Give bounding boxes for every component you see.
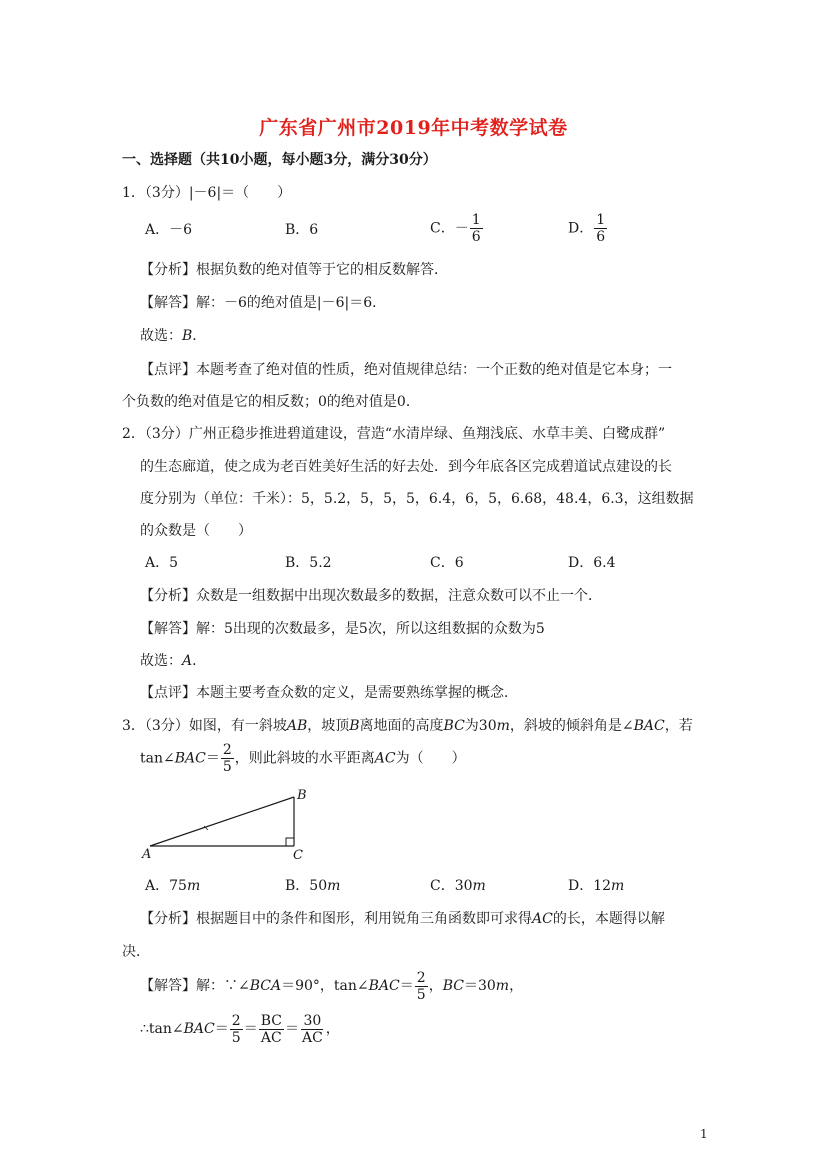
math-var: BAC: [183, 1021, 215, 1037]
fraction-denominator: 5: [416, 986, 426, 1003]
q3-option-a: [145, 876, 200, 896]
fraction-numerator: 2: [416, 969, 426, 986]
option-text: A．75: [145, 878, 187, 894]
q2-stem-line-2: 的生态廊道，使之成为老百姓美好生活的好去处．到今年底各区完成碧道试点建设的长: [140, 459, 672, 475]
unit: m: [327, 878, 341, 894]
text: ＝: [214, 1021, 229, 1037]
text: ，: [428, 978, 443, 994]
text: ，: [509, 978, 524, 994]
text: ＝: [243, 1021, 258, 1037]
fraction-denominator: AC: [301, 1029, 323, 1046]
slope-triangle-figure: [138, 785, 318, 865]
fraction-numerator: 30: [303, 1012, 322, 1029]
fraction-numerator: BC: [260, 1012, 282, 1029]
fraction-numerator: 2: [222, 742, 232, 758]
unit: m: [186, 878, 201, 894]
q1-analysis: 【分析】根据负数的绝对值等于它的相反数解答．: [140, 262, 448, 278]
q2-stem-line-4: 的众数是（ ）: [140, 523, 252, 539]
text: ，坡顶: [307, 718, 350, 734]
math-var: BAC: [633, 718, 665, 734]
q3-analysis-line-2: 决．: [122, 944, 150, 960]
fraction-denominator: 6: [596, 229, 606, 245]
math-var: AB: [286, 718, 308, 734]
right-angle-mark: [286, 838, 294, 846]
text: ∴tan∠: [140, 1021, 184, 1037]
q2-answer: 【解答】解：5出现的次数最多，是5次，所以这组数据的众数为5: [140, 621, 545, 637]
text: 离地面的高度: [359, 718, 444, 734]
q2-analysis: 【分析】众数是一组数据中出现次数最多的数据，注意众数可以不止一个．: [140, 588, 602, 604]
q2-stem-line-1: 2．（3分）广州正稳步推进碧道建设，营造“水清岸绿、鱼翔浅底、水草丰美、白鹭成群”: [122, 426, 666, 442]
text: ，若: [664, 718, 693, 734]
q3-stem-line-2: [140, 742, 466, 775]
q1-option-a: A．－6: [145, 222, 193, 238]
q2-option-a: A．5: [145, 555, 179, 571]
q2-comment: 【点评】本题主要考查众数的定义，是需要熟练掌握的概念．: [140, 685, 518, 701]
fraction-denominator: 5: [231, 1029, 241, 1046]
choice-label: 故选：: [140, 653, 182, 669]
text: tan∠: [140, 750, 175, 767]
unit: m: [472, 878, 486, 894]
option-text: B．50: [285, 878, 328, 894]
text: ＝: [399, 978, 414, 994]
math-var: BAC: [368, 978, 400, 994]
math-var: B: [349, 718, 360, 734]
vertex-b-label: B: [297, 788, 307, 803]
choice-value: A: [182, 653, 193, 669]
q1-choice: [140, 326, 206, 346]
q3-option-c: [430, 876, 486, 896]
fraction: [221, 742, 234, 775]
q1-comment-line-1: 【点评】本题考查了绝对值的性质，绝对值规律总结：一个正数的绝对值是它本身；一: [140, 362, 672, 378]
choice-label: 故选：: [140, 328, 182, 344]
vertex-a-label: A: [142, 847, 152, 862]
q3-therefore: [140, 1012, 340, 1046]
math-var: BC: [442, 978, 464, 994]
choice-value: B: [182, 328, 193, 344]
fraction-numerator: 2: [231, 1012, 241, 1029]
q1-answer: 【解答】解：－6的绝对值是|－6|＝6．: [140, 295, 387, 311]
math-var: BCA: [249, 978, 282, 994]
q1-stem: 1．（3分）|－6|＝（ ）: [122, 185, 292, 201]
text: ＝90°，tan∠: [281, 978, 369, 994]
fraction-numerator: 1: [596, 212, 606, 228]
text: ，斜坡的倾斜角是∠: [509, 718, 634, 734]
text: ＝: [205, 750, 220, 767]
vertex-c-label: C: [293, 848, 303, 863]
math-var: m: [495, 978, 510, 994]
text: ＝30: [463, 978, 496, 994]
q2-choice: [140, 651, 206, 671]
choice-end: ．: [192, 328, 207, 344]
q2-option-b: B．5.2: [285, 555, 332, 571]
text: ＝: [284, 1021, 299, 1037]
fraction-denominator: 5: [222, 759, 232, 775]
q1-option-d-fraction: [594, 212, 607, 245]
text: 【解答】解：∵∠: [140, 978, 250, 994]
q2-stem-line-3: 度分别为（单位：千米）：5，5.2，5，5，5，6.4，6，5，6.68，48.4，6.3，这组数据: [140, 491, 694, 507]
q1-option-c-prefix: C．－: [430, 220, 469, 237]
unit: m: [611, 878, 625, 894]
q1-comment-line-2: 个负数的绝对值是它的相反数；0的绝对值是0．: [122, 394, 420, 410]
hypotenuse-ab: [150, 797, 294, 846]
option-text: C．30: [430, 878, 473, 894]
text: 的长，本题得以解: [552, 911, 665, 927]
q3-stem-line-1: [122, 716, 693, 736]
choice-end: ．: [192, 653, 207, 669]
page-title: 广东省广州市2019年中考数学试卷: [259, 117, 568, 139]
math-var: BC: [443, 718, 465, 734]
q3-option-b: [285, 876, 340, 896]
q1-option-d: [568, 212, 608, 245]
math-var: m: [496, 718, 510, 734]
q3-analysis-line-1: [140, 909, 665, 929]
fraction-numerator: 1: [471, 212, 481, 228]
fraction: [415, 970, 428, 1003]
text: 为30: [464, 718, 497, 734]
fraction-denominator: AC: [260, 1029, 282, 1046]
q3-answer: [140, 969, 523, 1003]
q2-option-c: C．6: [430, 555, 464, 571]
math-var: AC: [374, 750, 396, 767]
fraction: [300, 1013, 325, 1046]
q1-option-c-fraction: [470, 212, 483, 245]
text: 3．（3分）如图，有一斜坡: [122, 718, 287, 734]
q3-option-d: [568, 876, 624, 896]
page-number: 1: [700, 1127, 708, 1141]
fraction-denominator: 6: [471, 229, 481, 245]
math-var: BAC: [174, 750, 206, 767]
q2-option-d: D．6.4: [568, 555, 616, 571]
q1-option-b: B．6: [285, 222, 319, 238]
fraction: [230, 1013, 243, 1046]
math-var: AC: [532, 911, 553, 927]
text: 为（ ）: [395, 750, 466, 767]
q1-option-d-prefix: D．: [568, 220, 594, 237]
text: ，则此斜坡的水平距离: [234, 750, 375, 767]
section-heading: 一、选择题（共10小题，每小题3分，满分30分）: [122, 152, 437, 168]
text: ，: [325, 1021, 340, 1037]
option-text: D．12: [568, 878, 612, 894]
q1-option-c: [430, 212, 484, 245]
fraction: [259, 1013, 284, 1046]
text: 【分析】根据题目中的条件和图形，利用锐角三角函数即可求得: [140, 911, 532, 927]
